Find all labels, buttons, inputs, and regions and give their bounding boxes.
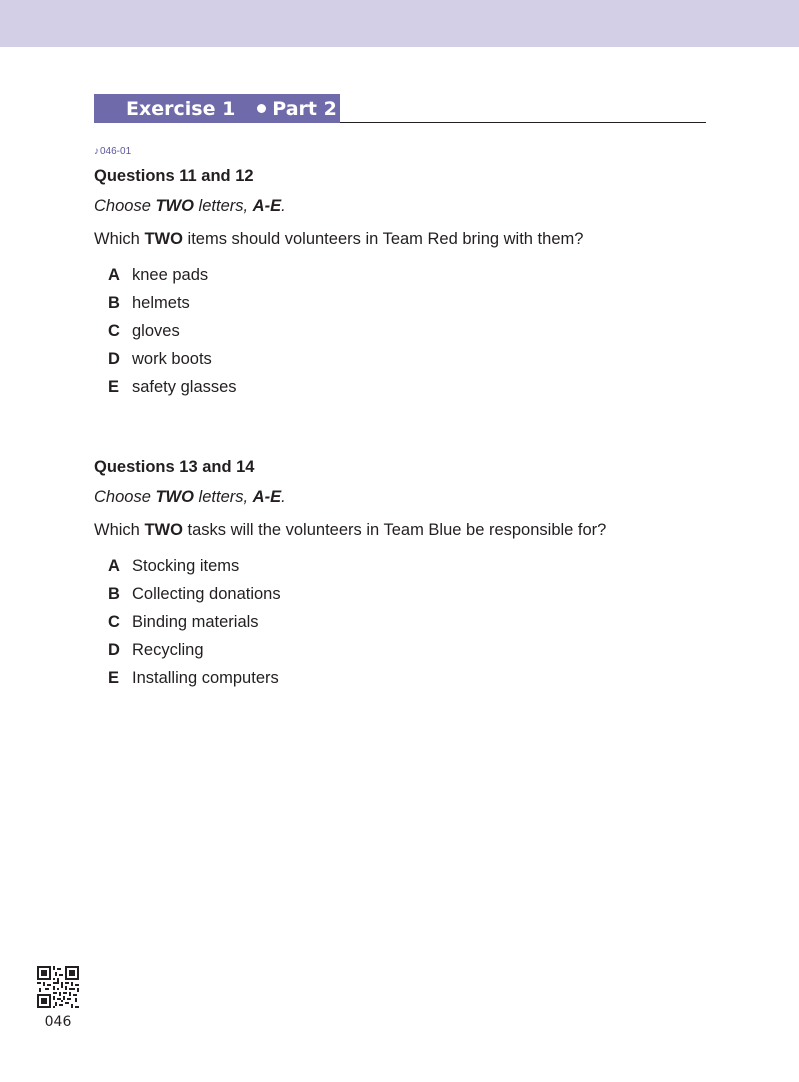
music-note-icon: ♪ xyxy=(94,146,99,157)
option-text: work boots xyxy=(132,350,212,369)
exercise-title: Exercise 1 xyxy=(126,97,236,120)
option-item xyxy=(108,317,734,345)
option-letter: B xyxy=(108,584,120,603)
option-letter: D xyxy=(108,641,120,660)
option-letter: D xyxy=(108,350,120,369)
option-text: Collecting donations xyxy=(132,584,281,603)
option-list xyxy=(94,261,734,402)
header-rule xyxy=(340,122,706,123)
option-text: Binding materials xyxy=(132,612,259,631)
qr-code-icon[interactable] xyxy=(37,966,79,1008)
bullet-dot-icon xyxy=(257,104,266,113)
option-letter: E xyxy=(108,669,120,688)
section-heading: Questions 11 and 12 xyxy=(94,167,254,185)
option-item xyxy=(108,608,734,636)
part-label xyxy=(257,98,337,120)
option-item xyxy=(108,580,734,608)
option-list xyxy=(94,552,734,693)
section-instruction: Choose TWO letters, A-E. xyxy=(94,488,286,506)
option-item xyxy=(108,261,734,289)
section-question: Which TWO items should volunteers in Team Red bring with them? xyxy=(94,230,584,248)
section-heading: Questions 13 and 14 xyxy=(94,458,255,476)
option-letter: B xyxy=(108,293,120,312)
exercise-banner xyxy=(94,94,340,123)
option-letter: A xyxy=(108,265,120,284)
option-text: Installing computers xyxy=(132,669,279,688)
question-section-2 xyxy=(94,457,734,693)
option-text: helmets xyxy=(132,293,190,312)
section-instruction: Choose TWO letters, A-E. xyxy=(94,197,286,215)
option-text: Stocking items xyxy=(132,556,240,575)
audio-track-ref xyxy=(94,146,131,157)
option-text: gloves xyxy=(132,321,180,340)
part-title: Part 2 xyxy=(272,97,337,120)
page-number: 046 xyxy=(44,1014,72,1030)
option-text: safety glasses xyxy=(132,378,237,397)
section-question: Which TWO tasks will the volunteers in Team Blue be responsible for? xyxy=(94,521,607,539)
option-letter: A xyxy=(108,556,120,575)
option-item xyxy=(108,346,734,374)
option-item xyxy=(108,374,734,402)
option-letter: C xyxy=(108,612,120,631)
option-text: knee pads xyxy=(132,265,209,284)
question-section-1 xyxy=(94,166,734,402)
option-item xyxy=(108,665,734,693)
top-band xyxy=(0,0,799,47)
option-item xyxy=(108,289,734,317)
option-letter: C xyxy=(108,321,120,340)
option-text: Recycling xyxy=(132,641,204,660)
option-item xyxy=(108,637,734,665)
option-item xyxy=(108,552,734,580)
audio-track-number: 046-01 xyxy=(100,146,132,157)
option-letter: E xyxy=(108,378,120,397)
